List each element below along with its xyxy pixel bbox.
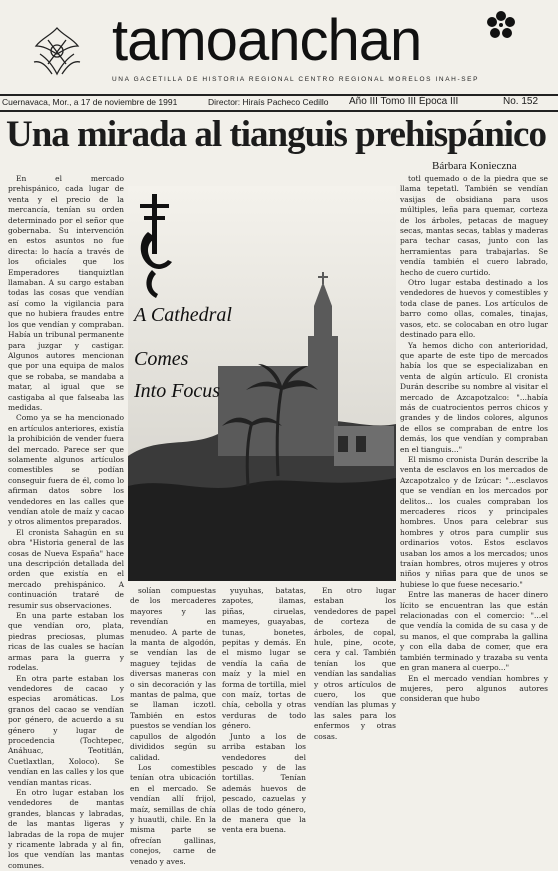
paragraph: Los comestibles tenían otra ubicación en el mercado. Se vendían allí frijol, maíz, semillas de chía y huautli, chile. En la misma parte se ofrecían gallinas, conejos, carne de venado y aves. (130, 762, 216, 866)
flower-emblem-icon (486, 10, 516, 40)
paragraph: En otro lugar estaban los vendedores de papel de corteza de árboles, de copal, hule, pine, ocote, cera y cal. También tenían los que vendían las sandalias y otros artículos de cuero, los que vendían las plumas y las sales para los enfermos y otras cosas. (314, 586, 396, 741)
article-column-bottom-3 (314, 586, 396, 796)
masthead-title: tamoanchan (112, 8, 422, 73)
paragraph: yuyuhas, batatas, zapotes, ilamas, piñas, ciruelas, mameyes, guayabas, tunas, bonetes, pepitas y demás. En el mismo lugar se vendía la caña de maíz y la miel en forma de tortilla, miel con maíz, tortas de chía, cebolla y otras verduras de todo género. (222, 586, 306, 731)
issue-number: No. 152 (503, 96, 539, 107)
director: Director: Hiraís Pacheco Cedillo (208, 97, 329, 107)
paragraph: Entre las maneras de hacer dinero lícito se encuentran las que están relacionadas con el comercio: "...el que vendía la comida de su casa y de su manos, el que compraba la gallina y con ella daba de comer, que era también terminado y trazaba su venta en gran manera al cuerpo..." (400, 590, 548, 673)
place-date: Cuernavaca, Mor., a 17 de noviembre de 1991 (2, 97, 178, 107)
paragraph: En otra parte estaban los vendedores de cacao y especias aromáticas. Los granos del cacao se vendían por género, de acuerdo a su género y lugar de procedencia (Tochtepec, Anáhuac, Teotitlán, Cuetlaxtlan, Xoloco). Se vendían en las calles y los que vendían mantas ricas. (8, 673, 124, 787)
paragraph: En el mercado prehispánico, cada lugar de venta y el precio de la mercancía, tenían su orden determinado por el señor que gobernaba. Su intervención en estos asuntos no fue directa: lo hacía a través de los oficiales que los Emperadores tianquiztlan llamaban. A su cargo estaban todas las cosas que vendían así como la vigilancia para que no hubiera fraudes entre los que vendían y compraban. Había un tribunal permanente para juzgar y castigar. Algunos autores mencionan que por una equipa de malos que se robaba, se mandaba a matar, al igual que se castigaba al que falseaba las medidas. (8, 174, 124, 412)
paragraph: En una parte estaban los que vendían oro, plata, piedras preciosas, plumas ricas de las cuales se hacían armas para la guerra y rodelas. (8, 611, 124, 673)
paragraph: El cronista Sahagún en su obra "Historia general de las cosas de Nueva España" hace una descripción detallada del orden que existía en el mercado prehispánico. A continuación trataré de resumir sus observaciones. (8, 527, 124, 610)
photo-caption-line: Into Focus (134, 380, 221, 402)
divider (0, 110, 558, 112)
paragraph: Otro lugar estaba destinado a los vendedores de huevos y comestibles y toda clase de panes. Los artículos de barro como ollas, comales, tinajas, vasos, etc. se colocaban en otro lugar destinado para ello. (400, 278, 548, 340)
edition: Año III Tomo III Época III (349, 96, 459, 107)
article-column-bottom-2 (222, 586, 306, 835)
photo-caption-line: A Cathedral (134, 304, 232, 326)
photo-caption-line: Comes (134, 348, 189, 370)
cathedral-photo (128, 186, 396, 581)
paragraph: Ya hemos dicho con anterioridad, que aparte de este tipo de mercados había los que se especializaban en venta de algún artículo. El cronista Durán describe su nombre al visitar el mercado de Azcapotzalco: "...había más de cuatrocientos perros chicos y grandes y de lindos colores, algunos de ellos se compraban de entre los demás, los que vendían y compraban en el tianguis..." (400, 340, 548, 454)
masthead-subtitle: UNA GACETILLA DE HISTORIA REGIONAL CENTRO REGIONAL MORELOS INAH-SEP (112, 76, 480, 83)
paragraph: El mismo cronista Durán describe la venta de esclavos en los mercados de Azcapotzalco y de Izúcar: "...esclavos que se vendían en los mercados por delitos... los cuales compraban los mercaderes ricos y principales hombres. Unos para celebrar sus hombres y otros para cumplir sus ordinarios votos. Estos esclavos usaban los amos a los mercados; unos traían hombres, otros mujeres y otros niños y niñas para que de unos se hubiese lo que fuese necesario." (400, 454, 548, 589)
paragraph: solían compuestas de los mercaderes mayores y las revendían en menudeo. A parte de la manta de algodón, se vendían las de maguey tejidas de diversas maneras con o sin decoración y las mantas de palma, que se llaman iczotl. También en estos puestos se vendían los capullos de algodón divididos según su calidad. (130, 586, 216, 762)
headline: Una mirada al tianguis prehispánico (6, 114, 546, 155)
article-column-left (8, 174, 124, 870)
paragraph: En otro lugar estaban los vendedores de mantas grandes, blancas y labradas, de las mantas ligeras y labradas de la ropa de mujer y ricamente labrada y al fin, los que vendían las mantas comunes. (8, 787, 124, 870)
article-column-bottom-1 (130, 586, 216, 866)
paragraph: Junto a los de arriba estaban los vendedores del pescado y de las tortillas. Tenían además huevos de pescado, cazuelas y ollas de todo género, de manera que la venta era buena. (222, 731, 306, 835)
paragraph: totl quemado o de la piedra que se llama tepetatl. También se vendían vasijas de obsidiana para usos múltiples, leña para quemar, corteza de los árboles, petacas de maguey secas, mantas secas, tablas y maderas para techar casas, junto con las herramientas para trabajarlas. Se vendía también el cuero labrado, hecho de cuero curtido. (400, 174, 548, 277)
paragraph: En el mercado vendían hombres y mujeres, pero algunos autores consideran que hubo (400, 673, 548, 704)
byline: Bárbara Konieczna (432, 160, 517, 172)
paragraph: Como ya se ha mencionado en artículos anteriores, existía la prohibición de vender fuera del mercado. Parece ser que solamente algunos artículos comestibles se podían conseguir fuera de él, como lo afirman datos sobre los vendedores en las calles que vendían atole de maíz y cacao y otros alimentos preparados. (8, 413, 124, 527)
masthead-emblem-icon (30, 24, 84, 78)
dateline (2, 96, 556, 110)
article-column-right (400, 174, 548, 794)
